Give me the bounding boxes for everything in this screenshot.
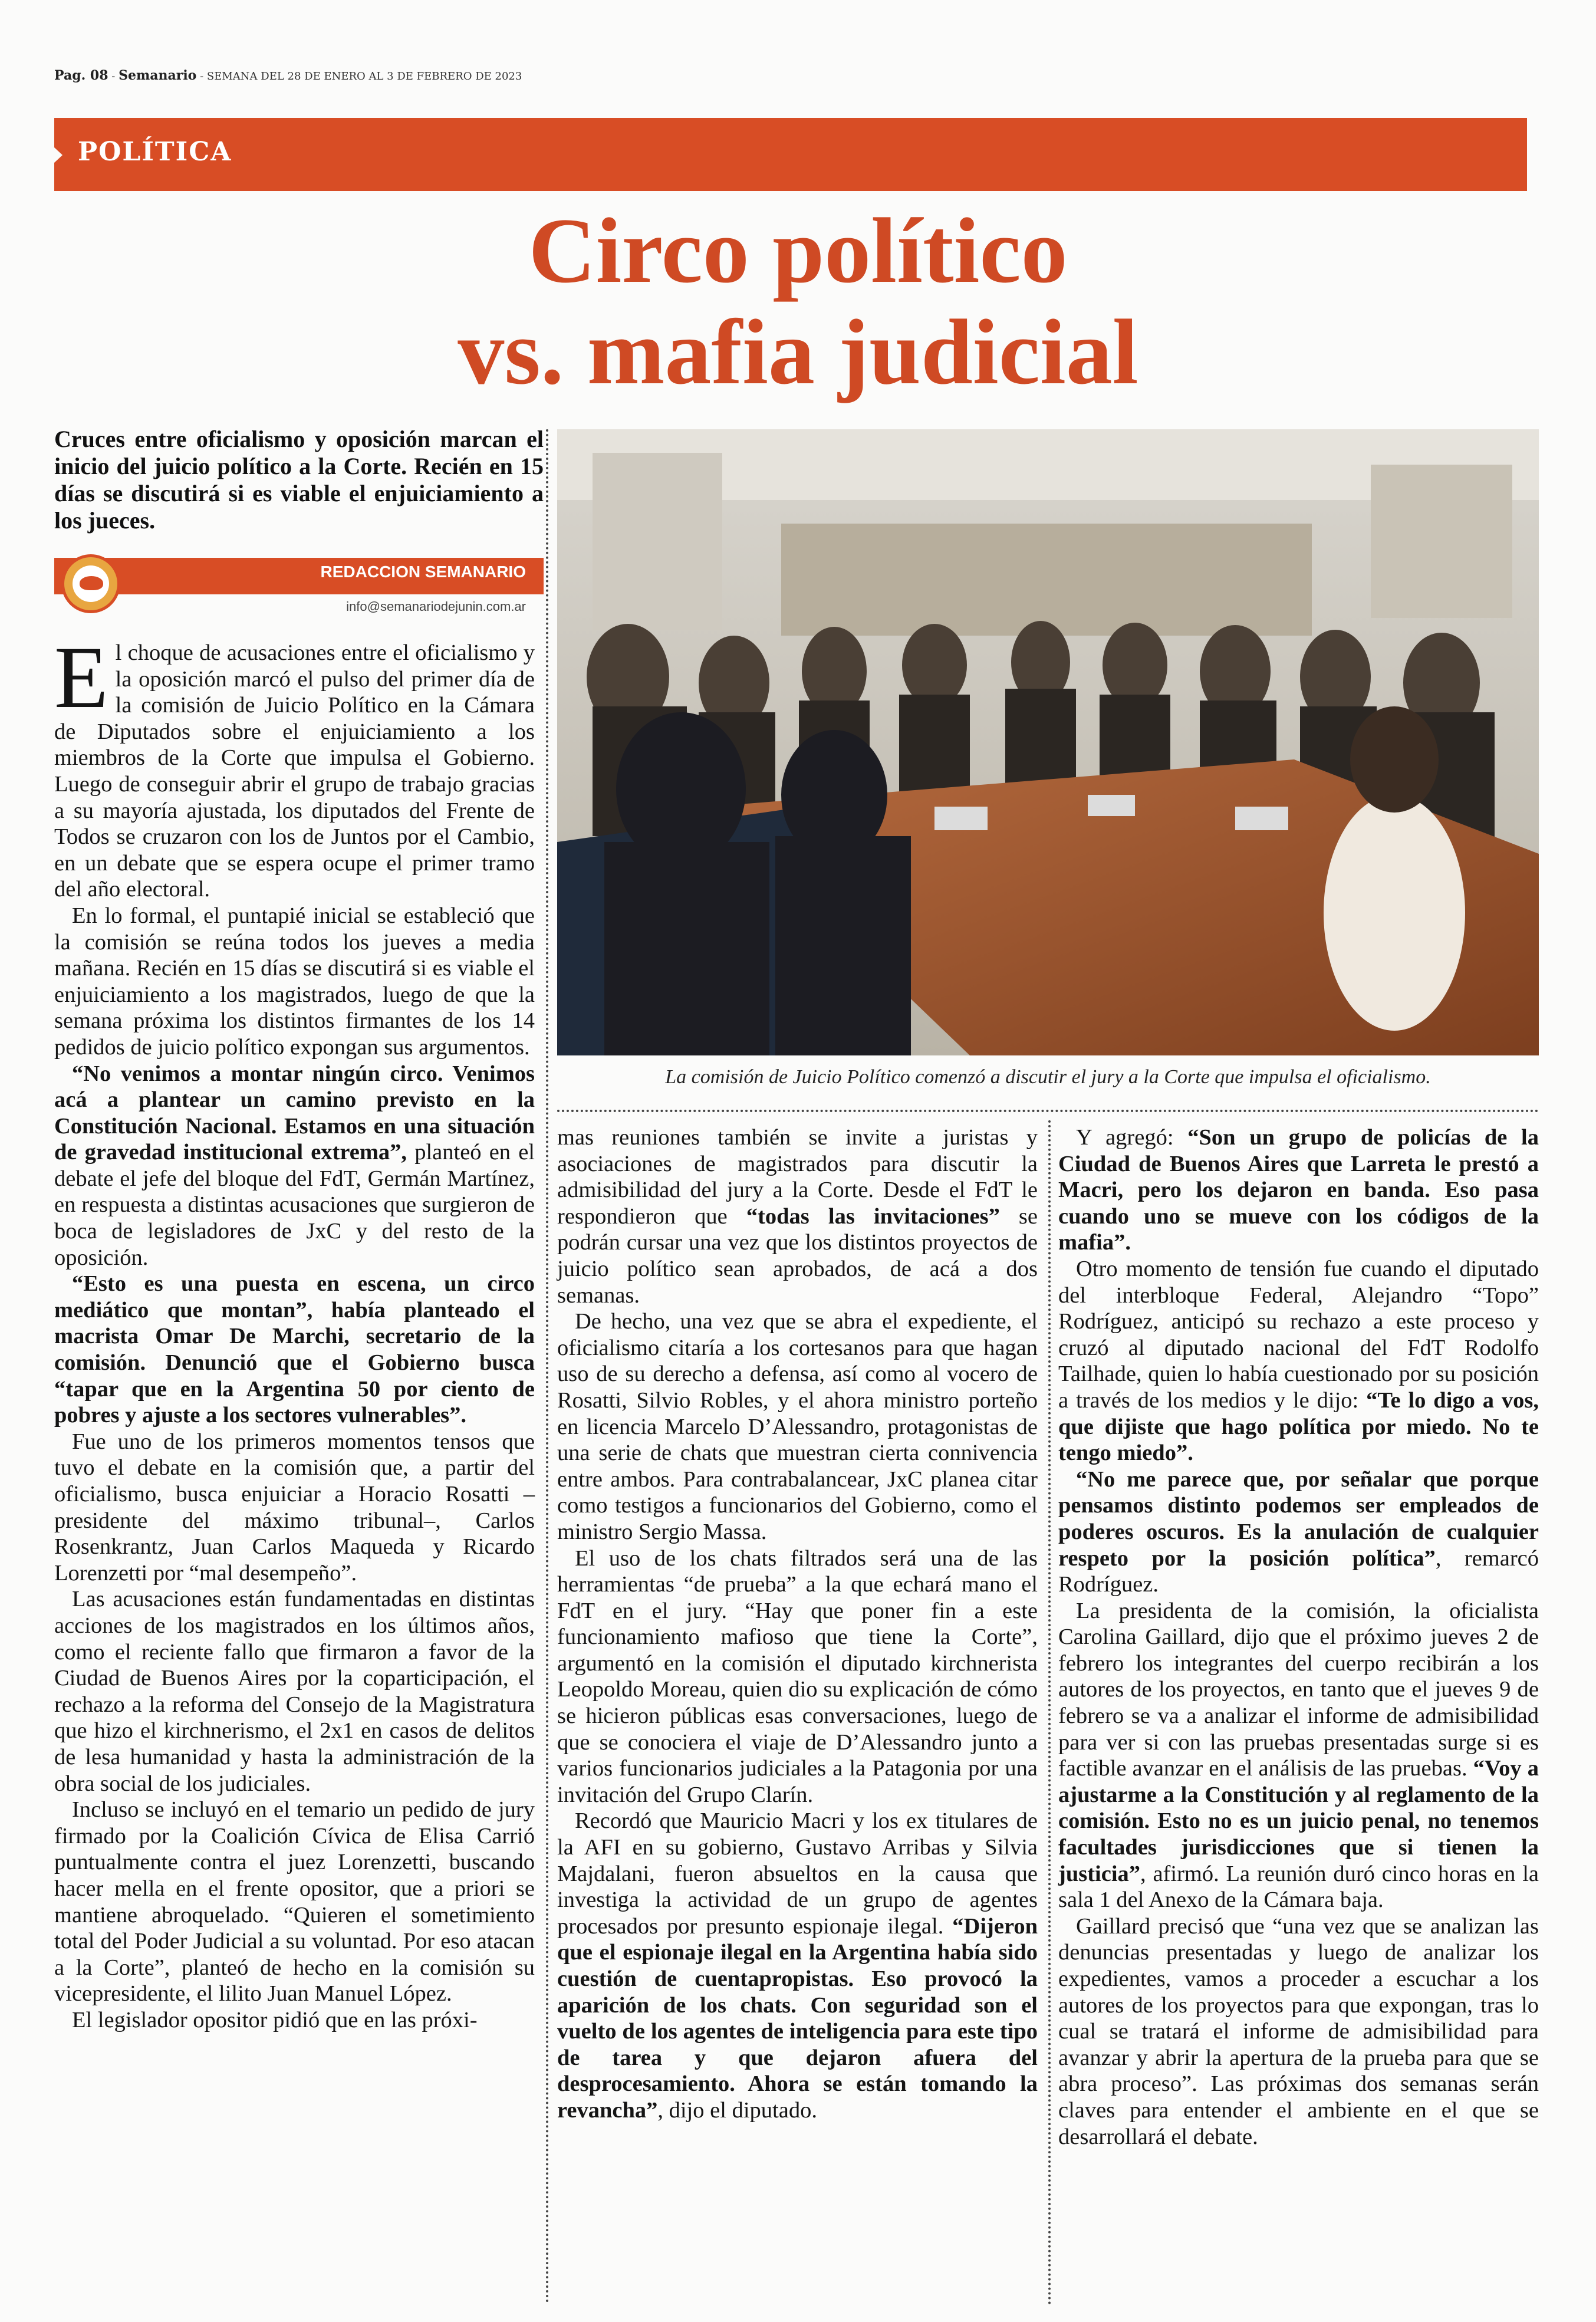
paragraph-text: mas reuniones también se invite a juristas y asociaciones de magistrados para discutir la admisibilidad del jury a la Corte. Desde el FdT le respondieron que <box>557 1125 1038 1229</box>
page-folio <box>54 68 522 83</box>
quote-bold: “No me parece que, por señalar que porque pensamos distinto podemos ser empleados de poderes oscuros. Es la anulación de cualquier respeto por la posición política” <box>1058 1466 1539 1571</box>
paragraph: El legislador opositor pidió que en las próxi- <box>72 2007 478 2032</box>
paragraph-text: l choque de acusaciones entre el oficialismo y la oposición marcó el pulso del primer día de la comisión de Juicio Político en la Cámara de Diputados sobre el enjuiciamiento a los miembros de la Corte que impulsa el Gobierno. Luego de conseguir abrir el grupo de trabajo gracias a su mayoría ajustada, los diputados del Frente de Todos se cruzaron con los de Juntos por el Cambio, en un debate que se espera ocupe el primer tramo del año electoral. <box>54 640 535 902</box>
paragraph: En lo formal, el puntapié inicial se estableció que la comisión se reúna todos los jueves a media mañana. Recién en 15 días se discutirá si es viable el enjuiciamiento a los magistrados, luego de que la semana próxima los distintos firmantes de los 14 pedidos de juicio político expongan sus argumentos. <box>54 903 535 1060</box>
paragraph-text: planteó en el debate el jefe del bloque del FdT, Germán Martínez, en respuesta a distintas acusaciones que surgieron de boca de legisladores de JxC y del resto de la oposición. <box>54 1140 535 1270</box>
quote-bold: “Esto es una puesta en escena, un circo mediático que montan”, había planteado el macrista Omar De Marchi, secretario de la comisión. Denunció que el Gobierno busca “tapar que en la Argentina 50 por ciento de pobres y ajuste a los sectores vulnerables”. <box>54 1271 535 1428</box>
paragraph: El uso de los chats filtrados será una de las herramientas “de prueba” a la que echará mano el FdT en el jury. “Hay que poner fin a este funcionamiento mafioso que tiene la Corte”, argumentó en la comisión el diputado kirchnerista Leopoldo Moreau, quien dio su explicación de cómo se hicieron públicas esas conversaciones, luego de que se conociera el viaje de D’Alessandro junto a varios funcionarios judiciales a la Patagonia por una invitación del Grupo Clarín. <box>557 1545 1038 1807</box>
column-divider <box>1048 1120 1051 2305</box>
quote-bold: “Voy a ajustarme a la Constitución y al reglamento de la comisión. Esto no es un juicio penal, no tenemos facultades jurisdicciones que si tienen la justicia” <box>1058 1756 1539 1886</box>
article-column-3 <box>1058 1124 1539 2150</box>
quote-bold: “Son un grupo de policías de la Ciudad de Buenos Aires que Larreta le prestó a Macri, pero los dejaron en banda. Eso pasa cuando uno se mueve con los códigos de la mafia”. <box>1058 1125 1539 1255</box>
paragraph-text: , dijo el diputado. <box>657 2097 817 2123</box>
article-column-1 <box>54 629 535 2033</box>
newspaper-logo-icon <box>61 554 120 613</box>
byline-email[interactable]: info@semanariodejunin.com.ar <box>346 599 526 614</box>
page-number: Pag. 08 <box>54 68 108 83</box>
headline-line-2: vs. mafia judicial <box>458 301 1138 404</box>
drop-cap: E <box>54 629 108 726</box>
paragraph-text: , afirmó. La reunión duró cinco horas en la sala 1 del Anexo de la Cámara baja. <box>1058 1861 1539 1913</box>
article-deck: Cruces entre oficialismo y oposición marcan el inicio del juicio político a la Corte. Recién en 15 días se discutirá si es viable el enjuiciamiento a los jueces. <box>54 426 544 534</box>
paragraph <box>557 1808 1038 2123</box>
section-notch <box>54 147 62 163</box>
paragraph-text: Otro momento de tensión fue cuando el diputado del interbloque Federal, Alejandro “Topo” Rodríguez, anticipó su rechazo a este proceso y cruzó al diputado nacional del FdT Rodolfo Tailhade, quien lo había cuestionado por su posición a través de los medios y le dijo: <box>1058 1256 1539 1413</box>
paragraph <box>1058 1598 1539 1913</box>
paragraph: Las acusaciones están fundamentadas en distintas acciones de los magistrados en los últimos años, como el reciente fallo que firmaron a favor de la Ciudad de Buenos Aires por la coparticipación, el rechazo a la reforma del Consejo de la Magistratura que hizo el kirchnerismo, el 2x1 en casos de delitos de lesa humanidad y hasta la administración de la obra social de los judiciales. <box>54 1587 535 1796</box>
paragraph <box>54 629 535 903</box>
issue-dates: SEMANA DEL 28 DE ENERO AL 3 DE FEBRERO DE 2023 <box>206 70 522 83</box>
section-bar <box>54 118 1527 191</box>
folio-separator: - <box>108 70 119 83</box>
quote-bold: “No venimos a montar ningún circo. Venimos acá a plantear un camino previsto en la Constitución Nacional. Estamos en una situación de gravedad institucional extrema”, <box>54 1061 535 1165</box>
paragraph: Gaillard precisó que “una vez que se analizan las denuncias presentadas y luego de analizar los expedientes, vamos a proceder a escuchar a los autores de los proyectos para que expongan, tras lo cual se tratará el informe de admisibilidad para avanzar y abrir la apertura de la prueba para que se abra proceso”. Las próximas dos semanas serán claves para entender el ambiente en el que se desarrollará el debate. <box>1058 1913 1539 2149</box>
paragraph <box>1058 1256 1539 1466</box>
quote-bold: “Te lo digo a vos, que dijiste que hago política por miedo. No te tengo miedo”. <box>1058 1387 1539 1466</box>
headline <box>0 200 1596 403</box>
paragraph-text: La presidenta de la comisión, la oficialista Carolina Gaillard, dijo que el próximo jueves 2 de febrero los integrantes del cuerpo recibirán a los autores de los proyectos, en tanto que el jueves 9 de febrero se va a analizar el informe de admisibilidad para ver si con las pruebas presentadas surge si es factible avanzar en el análisis de las pruebas. <box>1058 1598 1539 1781</box>
paragraph: De hecho, una vez que se abra el expediente, el oficialismo citaría a los cortesanos para que hagan uso de su derecho a defensa, así como al vocero de Rosatti, Silvio Robles, y el ahora ministro porteño en licencia Marcelo D’Alessandro, protagonistas de una serie de chats que muestran cierta connivencia entre ambos. Para contrabalancear, JxC planea citar como testigos a funcionarios del Gobierno, como el ministro Sergio Massa. <box>557 1309 1038 1544</box>
article-column-2 <box>557 1124 1038 2124</box>
caption-rule <box>557 1110 1539 1112</box>
paragraph <box>1058 1466 1539 1598</box>
quote-bold: “todas las invitaciones” <box>746 1203 1000 1229</box>
paragraph-text: Y agregó: <box>1076 1125 1188 1150</box>
headline-line-1: Circo político <box>528 199 1068 302</box>
quote-bold: “Dijeron que el espionaje ilegal en la Argentina había sido cuestión de cuentapropistas. Eso provocó la aparición de los chats. Con seguridad son el vuelto de los agentes de inteligencia para este tipo de tarea y que dejaron afuera del desprocesamiento. Ahora se están tomando la revancha” <box>557 1913 1038 2123</box>
section-label: POLÍTICA <box>78 137 232 167</box>
paragraph <box>54 1271 535 1429</box>
paragraph-text: Recordó que Mauricio Macri y los ex titulares de la AFI en su gobierno, Gustavo Arribas y Silvia Majdalani, fueron absueltos en la causa que investiga la actividad de un grupo de agentes procesados por presunto espionaje ilegal. <box>557 1808 1038 1939</box>
paragraph <box>557 1124 1038 1308</box>
article-photo <box>557 429 1539 1055</box>
column-divider <box>546 429 548 2304</box>
paragraph <box>1058 1124 1539 1256</box>
paragraph <box>54 1061 535 1271</box>
paper-name: Semanario <box>119 68 197 83</box>
byline-name: REDACCION SEMANARIO <box>320 563 526 581</box>
byline <box>54 554 544 623</box>
paragraph: Incluso se incluyó en el temario un pedido de jury firmado por la Coalición Cívica de Elisa Carrió puntualmente contra el juez Lorenzetti, buscando hacer mella en el frente opositor, que a priori se mantiene abroquelado. “Quieren el sometimiento total del Poder Judicial a su voluntad. Por eso atacan a la Corte”, planteó de hecho en la comisión su vicepresidente, el lilito Juan Manuel López. <box>54 1797 535 2007</box>
paragraph-text: , remarcó Rodríguez. <box>1058 1545 1539 1597</box>
paragraph: Fue uno de los primeros momentos tensos que tuvo el debate en la comisión que, a partir del oficialismo, busca enjuiciar a Horacio Rosatti –presidente del máximo tribunal–, Carlos Rosenkrantz, Juan Carlos Maqueda y Ricardo Lorenzetti por “mal desempeño”. <box>54 1429 535 1586</box>
paragraph-text: se podrán cursar una vez que los distintos proyectos de juicio político sean aprobados, de acá a dos semanas. <box>557 1203 1038 1308</box>
photo-caption: La comisión de Juicio Político comenzó a discutir el jury a la Corte que impulsa el oficialismo. <box>665 1066 1431 1088</box>
folio-separator: - <box>196 70 207 83</box>
